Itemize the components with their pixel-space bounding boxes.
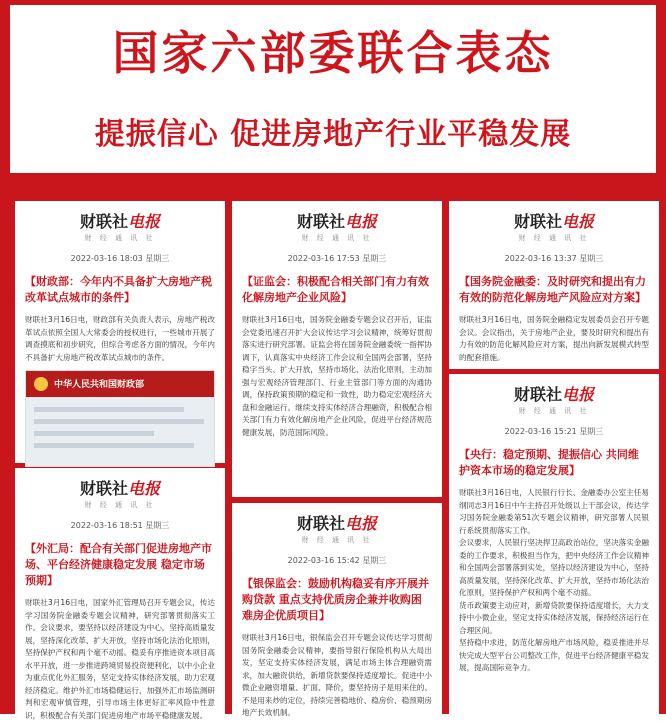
news-headline: 【银保监会：鼓励机构稳妥有序开展并购贷款 重点支持优质房企兼并收购困难房企优质项目】 bbox=[242, 577, 429, 622]
news-body: 财联社3月16日电，人民银行行长、金融委办公室主任易纲同志3月16日中午主持召开处级以上干部会议，传达学习国务院金融委第51次专题会议精神，研究部署人民银行系统贯彻落实工作。 会议要求，人民银行坚决捍卫高政治站位，坚决落实金融委的工作要求，积极担当作为，把中央经济工作会议精神和全国两会部署落到实处，坚持以经济建设为中心，坚持高质量发展，坚持深化改革、扩大开放，坚持市场化法治化原则，坚持保护产权和两个毫不动摇。 货币政策要主动应对，新增贷款要保持适度增长，大力支持中小微企业，坚定支持实体经济发展，保持经济运行在合理区间。 坚持稳中求进，防范化解房地产市场风险，稳妥推进并尽快完成大型平台公司整改工作，促进平台经济健康平稳发展，提高国际竞争力。 bbox=[459, 488, 649, 672]
news-body: 财联社3月16日电，国家外汇管理局召开专题会议，传达学习国务院金融委专题会议精神，研究部署贯彻落实工作。会议要求，要坚持以经济建设为中心，坚持高质量发展，坚持深化改革、扩大开放，坚持市场化法治化原则，坚持保护产权和两个毫不动摇。稳妥有序推进资本项目高水平开放，进一步推进跨境贸易投资便利化，以中小企业为重点优化外汇服务，坚定支持实体经济发展，助力宏观经济稳定。维护外汇市场稳健运行，加强外汇市场监测研判和宏观审慎管理，引导市场主体更好汇率风险中性意识，积极配合有关部门促进房地产市场平稳健康发展。 bbox=[25, 598, 215, 720]
news-headline: 【国务院金融委：及时研究和提出有力有效的防范化解房地产风险应对方案】 bbox=[459, 275, 646, 304]
brand-logo: 财联社电报 bbox=[513, 385, 595, 404]
news-body: 财联社3月16日电，国务院金融稳定发展委员会召开专题会议。会议指出，关于房地产企业，要及时研究和提出有力有效的防范化解风险应对方案，提出向新发展模式转型的配套措施。 bbox=[459, 315, 649, 362]
news-date: 2022-03-16 13:37 星期三 bbox=[504, 254, 604, 263]
banner-subtitle: 提振信心 促进房地产行业平稳发展 bbox=[94, 117, 572, 152]
brand-logo: 财联社电报 bbox=[296, 212, 378, 231]
brand-tagline: 财 经 通 讯 社 bbox=[84, 234, 156, 242]
brand-logo: 财联社电报 bbox=[513, 212, 595, 231]
news-date: 2022-03-16 15:21 星期三 bbox=[504, 427, 604, 436]
news-card-mof bbox=[15, 201, 225, 463]
brand-logo: 财联社电报 bbox=[79, 479, 161, 498]
news-date: 2022-03-16 18:51 星期三 bbox=[70, 521, 170, 530]
news-card-fsdc bbox=[449, 201, 659, 369]
news-headline: 【财政部：今年内不具备扩大房地产税改革试点城市的条件】 bbox=[25, 275, 212, 304]
news-card-cbirc bbox=[232, 503, 442, 717]
news-date: 2022-03-16 18:03 星期三 bbox=[70, 254, 170, 263]
news-date: 2022-03-16 15:42 星期三 bbox=[287, 556, 387, 565]
brand-tagline: 财 经 通 讯 社 bbox=[301, 536, 373, 544]
news-card-pboc bbox=[449, 374, 659, 714]
figure-title: 中华人民共和国财政部 bbox=[54, 380, 145, 390]
brand-logo: 财联社电报 bbox=[79, 212, 161, 231]
brand-tagline: 财 经 通 讯 社 bbox=[518, 407, 590, 415]
headline-banner bbox=[10, 5, 656, 173]
news-card-csrc bbox=[232, 201, 442, 497]
news-headline: 【央行：稳定预期、提振信心 共同维护资本市场的稳定发展】 bbox=[459, 448, 639, 477]
banner-title: 国家六部委联合表态 bbox=[112, 26, 554, 80]
brand-tagline: 财 经 通 讯 社 bbox=[84, 501, 156, 509]
news-date: 2022-03-16 17:53 星期三 bbox=[287, 254, 387, 263]
brand-tagline: 财 经 通 讯 社 bbox=[518, 234, 590, 242]
news-headline: 【外汇局：配合有关部门促进房地产市场、平台经济健康稳定发展 稳定市场预期】 bbox=[25, 542, 212, 587]
emblem-icon bbox=[34, 377, 48, 391]
news-headline: 【证监会：积极配合相关部门有力有效化解房地产企业风险】 bbox=[242, 275, 429, 304]
news-card-safe bbox=[15, 468, 225, 720]
brand-tagline: 财 经 通 讯 社 bbox=[301, 234, 373, 242]
news-body: 财联社3月16日电，财政部有关负责人表示，房地产税改革试点依照全国人大常委会的授权进行，一些城市开展了调查摸底和初步研究，但综合考虑各方面的情况，今年内不具备扩大房地产税改革试点城市的条件。 bbox=[25, 315, 215, 362]
news-body: 财联社3月16日电，国务院金融委专题会议召开后，证监会党委迅速召开扩大会议传达学习会议精神，统筹好贯彻落实进行研究部署。证监会将在国务院金融委统一指挥协调下，认真落实中央经济工作会议和全国两会部署，坚持稳字当头、扩大开放，坚持市场化、法治化原则，主动加强与宏观经济管理部门、行业主管部门等方面的沟通协调，保持政策预期的稳定和一致性，助力稳定宏观经济大盘和金融运行。继续支持实体经济合理融资，积极配合相关部门有力有效化解房地产企业风险，促进平台经济规范健康发展，防范国际风险。 bbox=[242, 315, 432, 437]
news-figure bbox=[25, 370, 215, 467]
news-body: 财联社3月16日电，银保监会召开专题会议传达学习贯彻国务院金融委会议精神，要指导银行保险机构从大局出发，坚定支持实体经济发展，满足市场主体合理融资需求，加大融资供给，新增贷款要保持适度增长。促进中小微企业融资增量、扩面、降价，要坚持房子是用来住的、不是用来炒的定位，持续完善稳地价、稳房价、稳预期房地产长效机制。 bbox=[242, 633, 432, 717]
brand-logo: 财联社电报 bbox=[296, 514, 378, 533]
